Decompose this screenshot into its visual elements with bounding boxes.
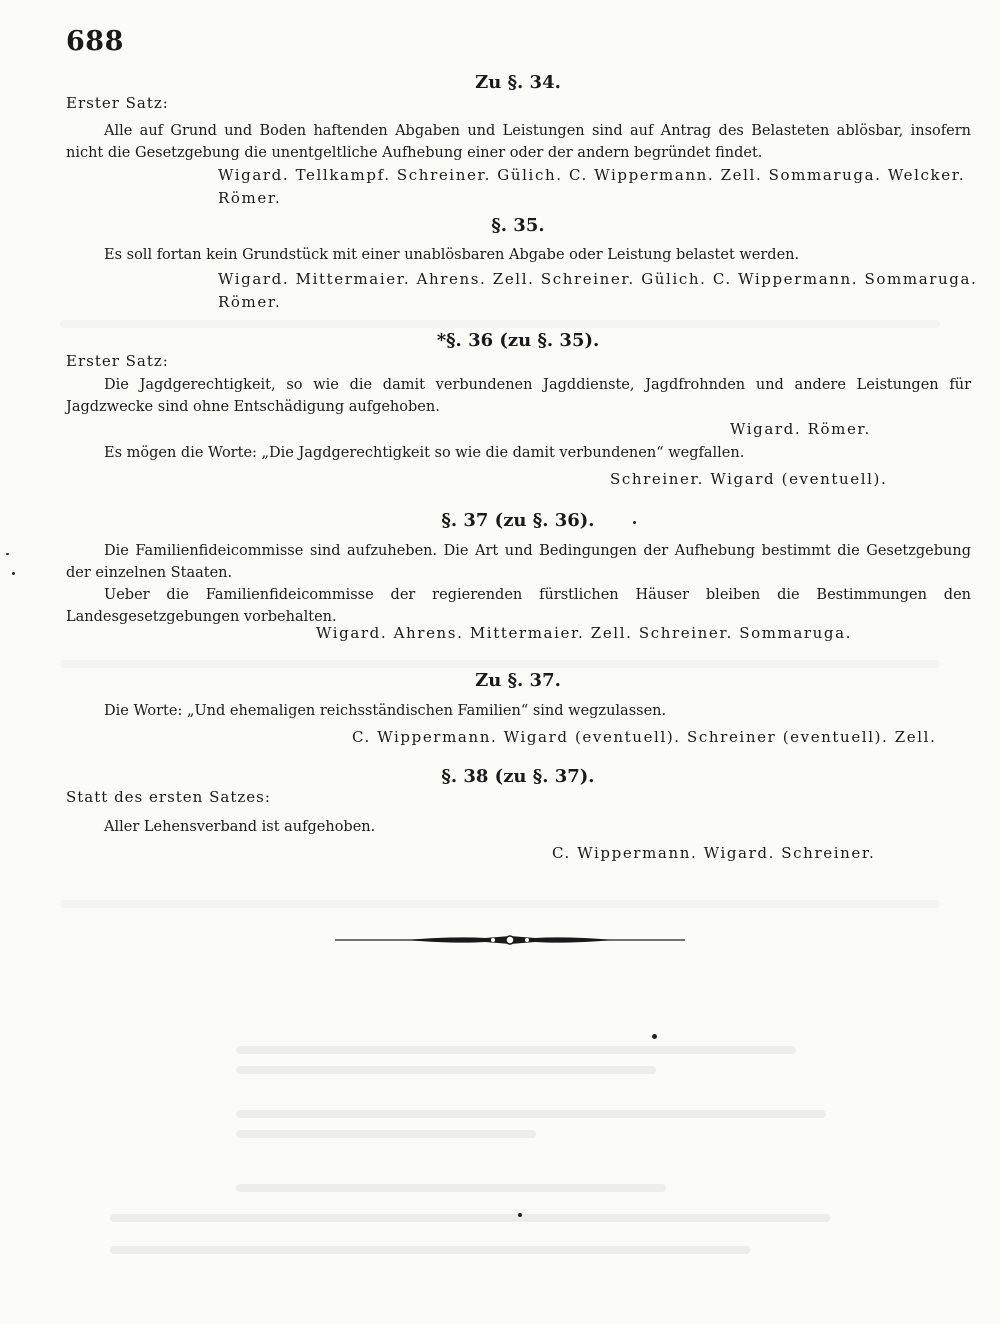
show-through-line: [110, 1246, 750, 1254]
section-label-36: Erster Satz:: [66, 352, 169, 370]
section-heading-37: §. 37 (zu §. 36).: [441, 510, 595, 531]
section-heading-zu-37: Zu §. 37.: [475, 670, 561, 691]
section-paragraph2-36: Es mögen die Worte: „Die Jagdgerechtigkeit so wie die damit verbundenen“ wegfallen.: [104, 445, 745, 461]
section-signatures-34: Wigard. Tellkampf. Schreiner. Gülich. C. Wippermann. Zell. Sommaruga. Welcker. Römer.: [218, 166, 966, 207]
section-paragraph2-37: Ueber die Familienfideicommisse der regierenden fürstlichen Häuser bleiben die Bestimmungen den Landesgesetzgebungen vorbehalten.: [66, 587, 971, 625]
section-signatures-38: C. Wippermann. Wigard. Schreiner.: [552, 844, 876, 862]
section-signatures-37: Wigard. Ahrens. Mittermaier. Zell. Schreiner. Sommaruga.: [316, 624, 853, 642]
section-label-38: Statt des ersten Satzes:: [66, 788, 271, 806]
show-through-line: [60, 900, 940, 908]
section-paragraph-38: Aller Lehensverband ist aufgehoben.: [104, 819, 376, 835]
section-signatures-zu-37: C. Wippermann. Wigard (eventuell). Schreiner (eventuell). Zell.: [352, 728, 937, 746]
section-heading-36: *§. 36 (zu §. 35).: [436, 330, 600, 351]
show-through-line: [60, 320, 940, 328]
section-signatures2-36: Schreiner. Wigard (eventuell).: [610, 470, 888, 488]
section-paragraph-37: Die Familienfideicommisse sind aufzuheben. Die Art und Bedingungen der Aufhebung bestimmt die Gesetzgebung der einzelnen Staaten.: [66, 543, 971, 581]
show-through-line: [236, 1130, 536, 1138]
section-paragraph-35: Es soll fortan kein Grundstück mit einer unablösbaren Abgabe oder Leistung belastet werden.: [104, 247, 800, 263]
ink-speck: [518, 1213, 522, 1217]
section-paragraph-36: Die Jagdgerechtigkeit, so wie die damit verbundenen Jagddienste, Jagdfrohnden und andere Leistungen für Jagdzwecke sind ohne Entschädigung aufgehoben.: [66, 377, 971, 415]
show-through-line: [110, 1214, 830, 1222]
show-through-line: [236, 1184, 666, 1192]
section-heading-35: §. 35.: [491, 215, 545, 236]
show-through-line: [236, 1066, 656, 1074]
section-heading-38: §. 38 (zu §. 37).: [441, 766, 595, 787]
page-number: 688: [66, 26, 124, 57]
section-signatures-36: Wigard. Römer.: [730, 420, 871, 438]
section-signatures-35: Wigard. Mittermaier. Ahrens. Zell. Schreiner. Gülich. C. Wippermann. Sommaruga. Römer.: [218, 270, 978, 311]
ink-speck: [652, 1034, 657, 1039]
show-through-line: [60, 660, 940, 668]
section-paragraph-34: Alle auf Grund und Boden haftenden Abgaben und Leistungen sind auf Antrag des Belasteten ablösbar, insofern nicht die Gesetzgebung die unentgeltliche Aufhebung einer oder der andern begründet findet.: [66, 123, 971, 161]
show-through-line: [236, 1046, 796, 1054]
ink-speck: [6, 553, 9, 555]
ink-speck: [633, 521, 636, 524]
show-through-line: [236, 1110, 826, 1118]
ink-speck: [12, 572, 15, 575]
section-paragraph-zu-37: Die Worte: „Und ehemaligen reichsständischen Familien“ sind wegzulassen.: [104, 703, 667, 719]
section-heading-34: Zu §. 34.: [475, 72, 561, 93]
ornament-divider-icon: [335, 930, 685, 950]
section-label-34: Erster Satz:: [66, 94, 169, 112]
